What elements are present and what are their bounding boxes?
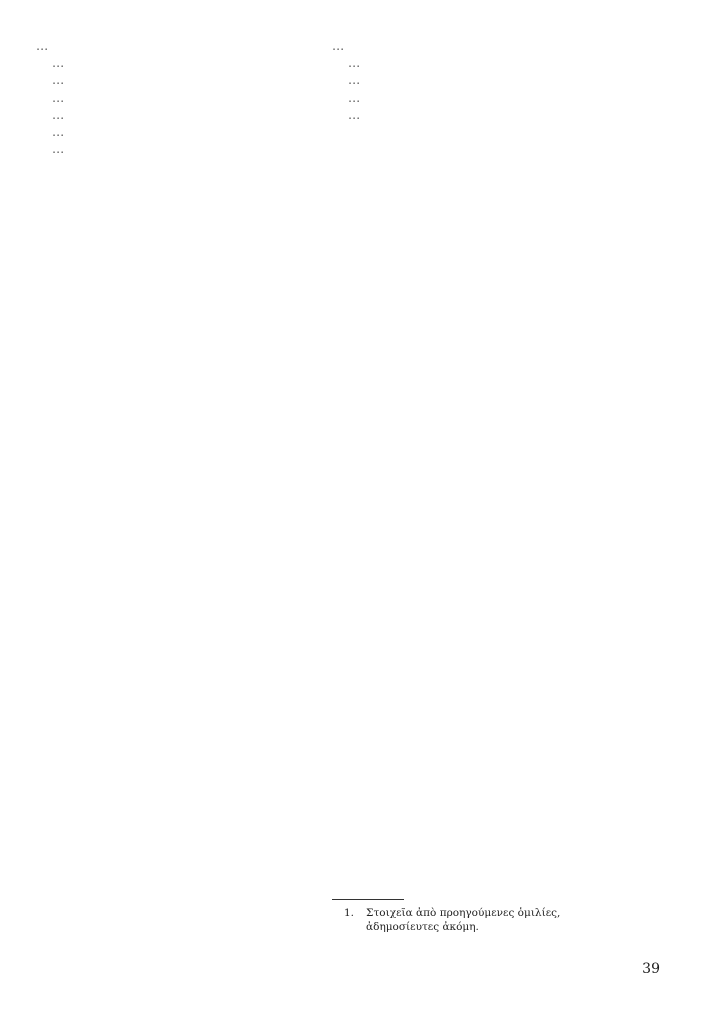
left-column-paragraph: … [52, 125, 67, 140]
right-column-paragraph: … [332, 39, 347, 53]
footnote-text: Στοιχεῖα ἀπὸ προηγούμενες ὁμιλίες, ἀδημοσίευτες ἀκόμη. [366, 907, 561, 933]
left-column-paragraph: … [52, 73, 67, 88]
left-column-paragraph: … [52, 142, 67, 157]
left-column-paragraph: … [52, 90, 67, 105]
left-text-column [36, 38, 326, 158]
page-number: 39 [642, 961, 660, 977]
left-column-paragraph: … [52, 56, 67, 71]
right-column-paragraph: … [348, 107, 363, 122]
footnote-number: 1. [344, 907, 355, 919]
footnote [344, 906, 614, 934]
right-text-column [332, 38, 622, 124]
left-column-paragraph: … [52, 107, 67, 122]
right-column-paragraph: … [348, 73, 363, 88]
footnote-divider [332, 899, 404, 900]
right-column-paragraph: … [348, 90, 363, 105]
left-column-paragraph: … [36, 39, 51, 53]
right-column-paragraph: … [348, 56, 363, 71]
